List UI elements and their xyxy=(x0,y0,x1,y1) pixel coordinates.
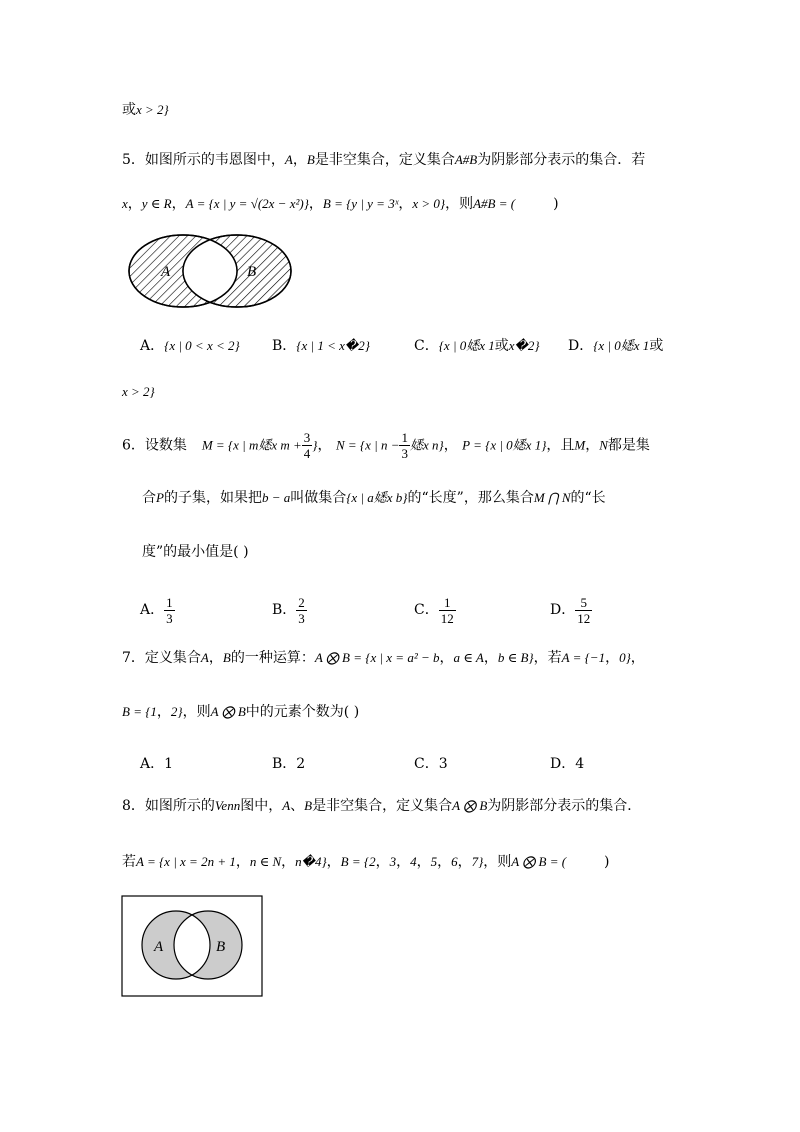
q6-line1: 6．设数集 M = {x | m𡡁x m + $\frac{3}{4}$ }， N = {x | n − $\frac{1}{3}$ 𡡁x n}， P = {x | 0𡡁x 1}，且M，N都是集 xyxy=(122,430,650,461)
q7-option-b[interactable]: B．2 xyxy=(272,756,306,772)
q6-option-a[interactable]: A． $\frac{1}{3}$ xyxy=(140,594,173,626)
q7-option-c[interactable]: C．3 xyxy=(414,756,448,772)
q5-venn-label-a: A xyxy=(161,264,171,280)
q6-line3: 度”的最小值是( ) xyxy=(142,544,249,560)
q8-line2: 若A = {x | x = 2n + 1，n ∈ N，n�4}，B = {2，3，4，5，6，7}，则A ⨂ B = ( ) xyxy=(122,854,610,870)
q8-line1: 8．如图所示的Venn图中，A、B是非空集合，定义集合A ⨂ B为阴影部分表示的集合． xyxy=(122,798,642,814)
q5-venn-label-b: B xyxy=(247,264,257,280)
q7-line1: 7．定义集合A，B的一种运算：A ⨂ B = {x | x = a² − b，a ∈ A，b ∈ B}，若A = {−1，0}， xyxy=(122,650,645,666)
q5-option-b[interactable]: B．{x | 1 < x�2} xyxy=(272,338,370,354)
q5-option-a[interactable]: A．{x | 0 < x < 2} xyxy=(140,338,240,354)
q8-venn-label-b: B xyxy=(216,939,226,955)
q5-option-d-cont: x > 2} xyxy=(122,384,155,399)
q7-option-a[interactable]: A．1 xyxy=(140,756,174,772)
q5-line2: x，y ∈ R，A = {x | y = √(2x − x²)}，B = {y | y = 3ˣ，x > 0}，则A#B = ( ) xyxy=(122,196,559,212)
q6-option-c[interactable]: C． $\frac{1}{12}$ xyxy=(414,594,454,626)
q8-venn-diagram xyxy=(121,895,263,997)
q8-venn-label-a: A xyxy=(154,939,164,955)
q5-venn-diagram xyxy=(125,230,295,312)
q7-line2: B = {1，2}，则A ⨂ B中的元素个数为( ) xyxy=(122,704,360,720)
q6-option-b[interactable]: B． $\frac{2}{3}$ xyxy=(272,594,305,626)
q7-option-d[interactable]: D．4 xyxy=(550,756,585,772)
q5-option-c[interactable]: C．{x | 0𡡁x 1或x�2} xyxy=(414,338,540,354)
q6-option-d[interactable]: D． $\frac{5}{12}$ xyxy=(550,594,591,626)
q5-option-d[interactable]: D．{x | 0𡡁x 1或 xyxy=(568,338,664,354)
q6-line2: 合P的子集，如果把b − a叫做集合{x | a𡡁x b}的“长度”，那么集合M ⋂ N的“长 xyxy=(142,490,606,506)
q5-line1: 5．如图所示的韦恩图中，A，B是非空集合，定义集合A#B为阴影部分表示的集合．若 xyxy=(122,152,646,168)
q4-tail: 或x > 2} xyxy=(122,102,169,118)
